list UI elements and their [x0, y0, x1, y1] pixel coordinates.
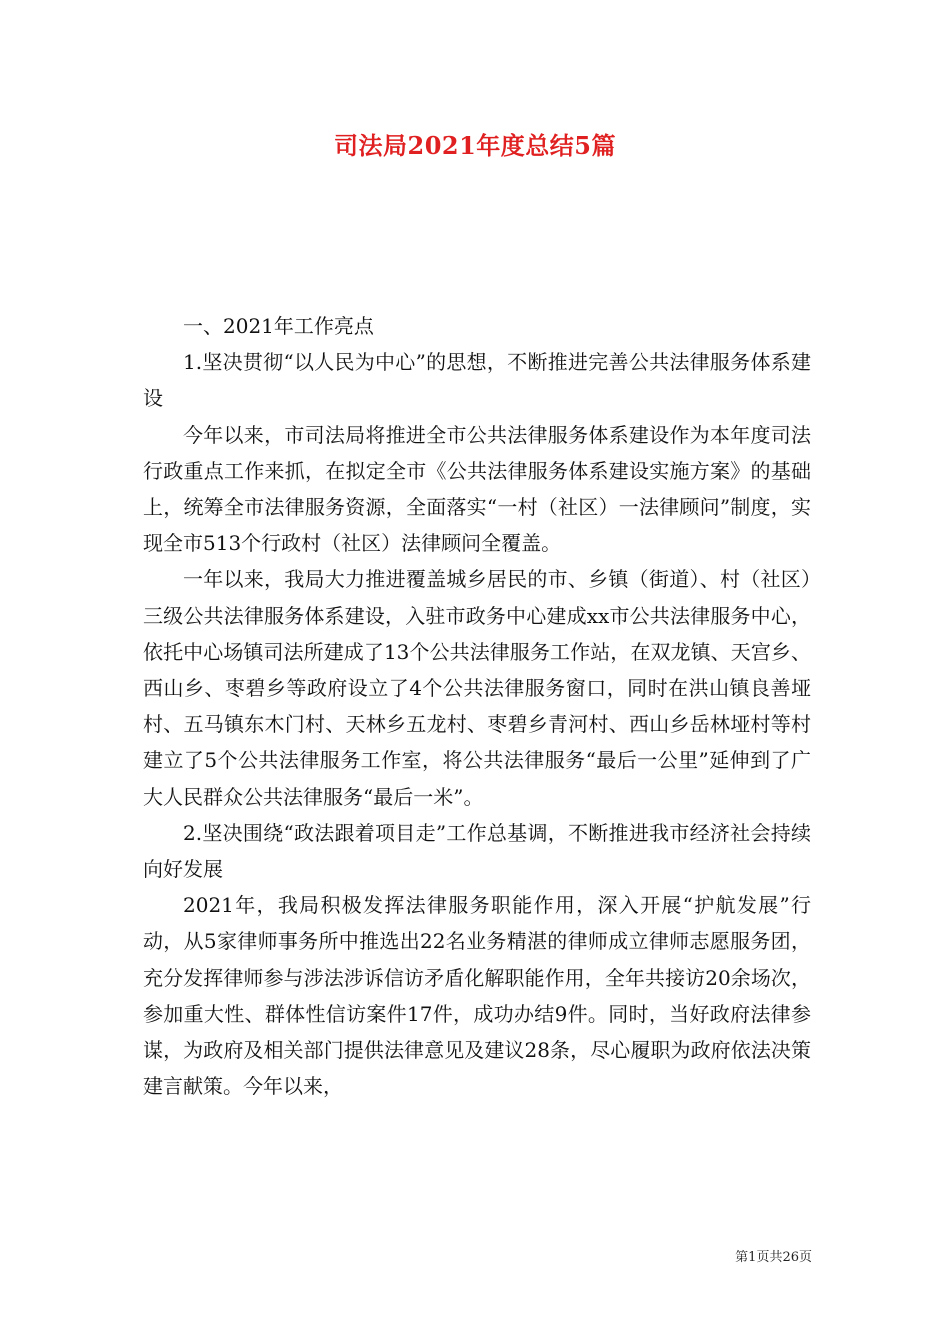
page-title: 司法局2021年度总结5篇	[334, 131, 616, 160]
subheading-1: 1.坚决贯彻“以人民为中心”的思想，不断推进完善公共法律服务体系建设	[143, 350, 811, 411]
page-number: 第1页共26页	[735, 1250, 812, 1265]
document-body	[143, 308, 811, 1104]
paragraph: 今年以来，市司法局将推进全市公共法律服务体系建设作为本年度司法行政重点工作来抓，在拟定全市《公共法律服务体系建设实施方案》的基础上，统筹全市法律服务资源，全面落实“一村（社区）一法律顾问”制度，实现全市513个行政村（社区）法律顾问全覆盖。	[143, 422, 811, 556]
paragraph: 2021年，我局积极发挥法律服务职能作用，深入开展“护航发展”行动，从5家律师事务所中推选出22名业务精湛的律师成立律师志愿服务团，充分发挥律师参与涉法涉诉信访矛盾化解职能作用，全年共接访20余场次，参加重大性、群体性信访案件17件，成功办结9件。同时，当好政府法律参谋，为政府及相关部门提供法律意见及建议28条，尽心履职为政府依法决策建言献策。今年以来，	[143, 893, 811, 1099]
subheading-2: 2.坚决围绕“政法跟着项目走”工作总基调，不断推进我市经济社会持续向好发展	[143, 820, 811, 882]
section-heading: 一、2021年工作亮点	[183, 314, 374, 338]
paragraph: 一年以来，我局大力推进覆盖城乡居民的市、乡镇（街道）、村（社区）三级公共法律服务体系建设，入驻市政务中心建成xx市公共法律服务中心，依托中心场镇司法所建成了13个公共法律服务工作站，在双龙镇、天宫乡、西山乡、枣碧乡等政府设立了4个公共法律服务窗口，同时在洪山镇良善垭村、五马镇东木门村、天林乡五龙村、枣碧乡青河村、西山乡岳林垭村等村建立了5个公共法律服务工作室，将公共法律服务“最后一公里”延伸到了广大人民群众公共法律服务“最后一米”。	[143, 567, 811, 809]
